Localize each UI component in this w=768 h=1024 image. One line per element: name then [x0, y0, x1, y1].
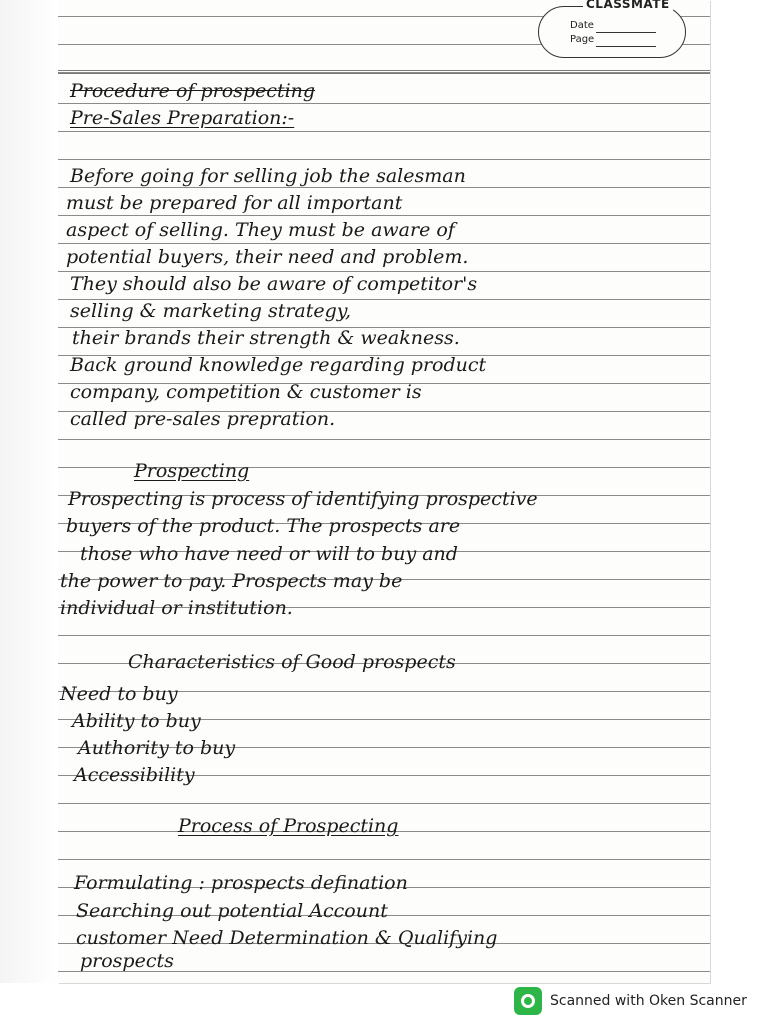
note-line: their brands their strength & weakness.: [72, 327, 460, 349]
note-line: prospects: [80, 950, 174, 972]
note-line: Back ground knowledge regarding product: [70, 354, 487, 376]
brand-logo: CLASSMATE: [583, 0, 673, 11]
page-edge: [0, 0, 58, 983]
note-line: aspect of selling. They must be aware of: [66, 219, 455, 241]
heading-prospecting: Prospecting: [134, 460, 250, 482]
note-line: called pre-sales prepration.: [70, 408, 336, 430]
scanner-watermark: [514, 986, 747, 1016]
header-rule: [58, 70, 710, 78]
list-item: Need to buy: [60, 683, 178, 705]
list-item: Accessibility: [74, 764, 195, 786]
note-line: individual or institution.: [60, 597, 293, 619]
note-line: Formulating : prospects defination: [74, 872, 408, 894]
note-line: must be prepared for all important: [66, 192, 403, 214]
note-line: those who have need or will to buy and: [80, 543, 458, 565]
scanner-logo-icon: [514, 987, 542, 1015]
page-line: [596, 46, 656, 47]
heading-characteristics: Characteristics of Good prospects: [128, 651, 456, 673]
note-line: Prospecting is process of identifying prospective: [68, 488, 538, 510]
note-line: company, competition & customer is: [70, 381, 422, 403]
note-line: the power to pay. Prospects may be: [60, 570, 403, 592]
date-label: Date: [570, 20, 594, 31]
note-line: selling & marketing strategy,: [70, 300, 352, 322]
heading-pre-sales: Pre-Sales Preparation:-: [70, 107, 295, 129]
note-line: potential buyers, their need and problem.: [66, 246, 469, 268]
list-item: Authority to buy: [78, 737, 236, 759]
date-line: [596, 32, 656, 33]
note-line: customer Need Determination & Qualifying: [76, 927, 498, 949]
note-line: They should also be aware of competitor's: [70, 273, 478, 295]
scanner-text: Scanned with Oken Scanner: [550, 993, 747, 1009]
note-line: Before going for selling job the salesman: [70, 165, 466, 187]
heading-process: Process of Prospecting: [178, 815, 399, 837]
list-item: Ability to buy: [72, 710, 201, 732]
note-line: buyers of the product. The prospects are: [66, 515, 461, 537]
struck-heading: Procedure of prospecting: [70, 80, 316, 102]
note-line: Searching out potential Account: [76, 900, 388, 922]
page-label: Page: [570, 34, 595, 45]
